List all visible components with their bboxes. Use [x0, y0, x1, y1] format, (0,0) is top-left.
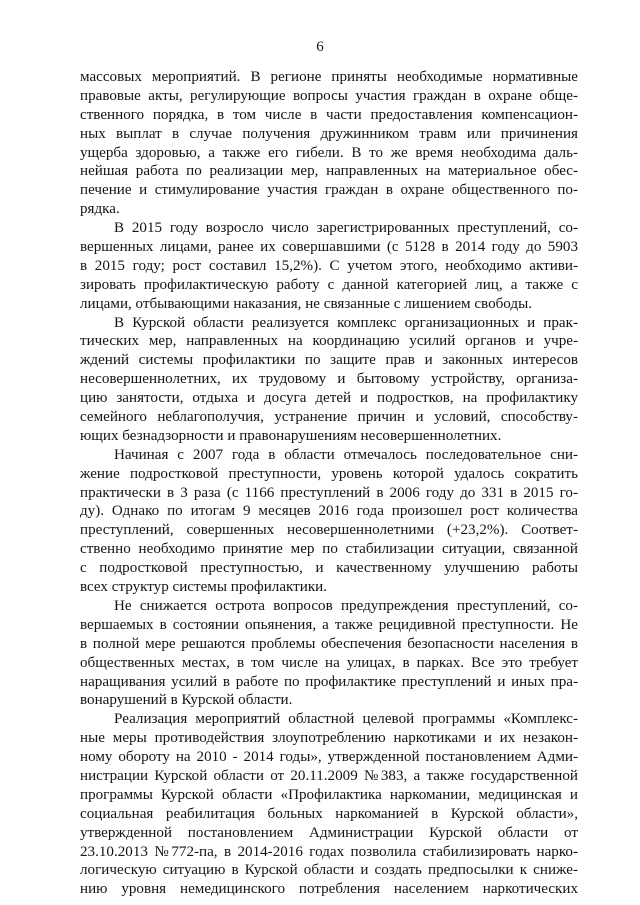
text-line: В 2015 году возросло число зарегистрированных преступлений, со-: [114, 220, 578, 237]
text-line: вонарушений в Курской области.: [80, 692, 293, 709]
text-line: наращивания усилий в работе по профилактике преступлений и иных пра-: [80, 673, 578, 690]
text-line: цию занятости, отдыха и досуга детей и подростков, на профилактику: [80, 390, 578, 407]
text-line: правовые акты, регулирующие вопросы участия граждан в охране обще-: [80, 87, 578, 104]
text-line: ные меры противодействия злоупотреблению наркотиками и их незакон-: [80, 730, 578, 747]
text-line: В Курской области реализуется комплекс организационных и прак-: [114, 314, 578, 331]
text-line: нейшая работа по реализации мер, направленных на материальное обес-: [80, 163, 578, 180]
text-line: Реализация мероприятий областной целевой программы «Комплекс-: [114, 711, 578, 728]
paragraph: [80, 597, 578, 710]
text-line: социальная реабилитация больных наркоманией в Курской области»,: [80, 805, 578, 822]
text-line: жение подростковой преступности, уровень которой удалось сократить: [80, 465, 578, 482]
text-line: вершаемых в состоянии опьянения, а также рецидивной преступности. Не: [80, 616, 578, 633]
text-line: ющих безнадзорности и правонарушениям несовершеннолетних.: [80, 427, 502, 444]
text-line: лицами, отбывающими наказания, не связанные с лишением свободы.: [80, 295, 533, 312]
text-line: зировать профилактическую работу с данной категорией лиц, а также с: [80, 276, 578, 293]
text-line: в 2015 году; рост составил 15,2%). С учетом этого, необходимо активи-: [80, 257, 578, 274]
text-line: рядка.: [80, 201, 120, 218]
text-line: ному обороту на 2010 - 2014 годы», утвержденной постановлением Адми-: [80, 749, 578, 766]
text-line: практически в 3 раза (с 1166 преступлений в 2006 году до 331 в 2015 го-: [80, 484, 578, 501]
paragraph: [80, 710, 578, 899]
text-line: программы Курской области «Профилактика наркомании, медицинская и: [80, 786, 578, 803]
paragraph: [80, 219, 578, 313]
text-line: ждений системы профилактики по защите прав и законных интересов: [80, 352, 578, 369]
text-line: ущерба здоровью, а также его гибели. В то же время необходима даль-: [80, 144, 578, 161]
text-line: 23.10.2013 №772-па, в 2014-2016 годах позволила стабилизировать нарко-: [80, 843, 578, 860]
text-line: логическую ситуацию в Курской области и создать предпосылки к сниже-: [80, 862, 578, 879]
text-line: нию уровня немедицинского потребления населением наркотических: [80, 881, 578, 898]
text-line: Не снижается острота вопросов предупреждения преступлений, со-: [114, 597, 578, 614]
page-number: 6: [316, 39, 324, 55]
paragraph: [80, 68, 578, 219]
text-line: преступлений, совершенных несовершеннолетними (+23,2%). Соответ-: [80, 522, 578, 539]
text-line: с подростковой преступностью, и качественному улучшению работы: [80, 560, 578, 577]
text-line: несовершеннолетних, их трудовому и бытовому устройству, организа-: [80, 371, 578, 388]
text-line: всех структур системы профилактики.: [80, 579, 328, 596]
text-line: тических мер, направленных на координацию усилий органов и учре-: [80, 333, 578, 350]
document-body: [80, 68, 578, 899]
text-line: семейного неблагополучия, устранение причин и условий, способству-: [80, 409, 578, 426]
text-line: в полной мере решаются проблемы обеспечения безопасности населения в: [80, 635, 578, 652]
text-line: ственно необходимо принятие мер по стабилизации ситуации, связанной: [80, 541, 578, 558]
text-line: ственного порядка, в том числе в части предоставления компенсацион-: [80, 106, 578, 123]
text-line: общественных местах, в том числе на улицах, в парках. Все это требует: [80, 654, 578, 671]
text-line: печение и стимулирование участия граждан в охране общественного по-: [80, 182, 578, 199]
text-line: массовых мероприятий. В регионе приняты необходимые нормативные: [80, 69, 578, 85]
paragraph: [80, 314, 578, 446]
text-line: утвержденной постановлением Администрации Курской области от: [80, 824, 578, 841]
text-line: нистрации Курской области от 20.11.2009 №383, а также государственной: [80, 767, 578, 784]
text-line: вершенных лицами, ранее их совершавшими (с 5128 в 2014 году до 5903: [80, 239, 578, 256]
text-line: ных выплат в случае получения дружинником травм или причинения: [80, 125, 578, 142]
paragraph: [80, 446, 578, 597]
text-line: Начиная с 2007 года в области отмечалось последовательное сни-: [114, 446, 578, 463]
text-line: ду). Однако по итогам 9 месяцев 2016 года произошел рост количества: [80, 503, 578, 520]
